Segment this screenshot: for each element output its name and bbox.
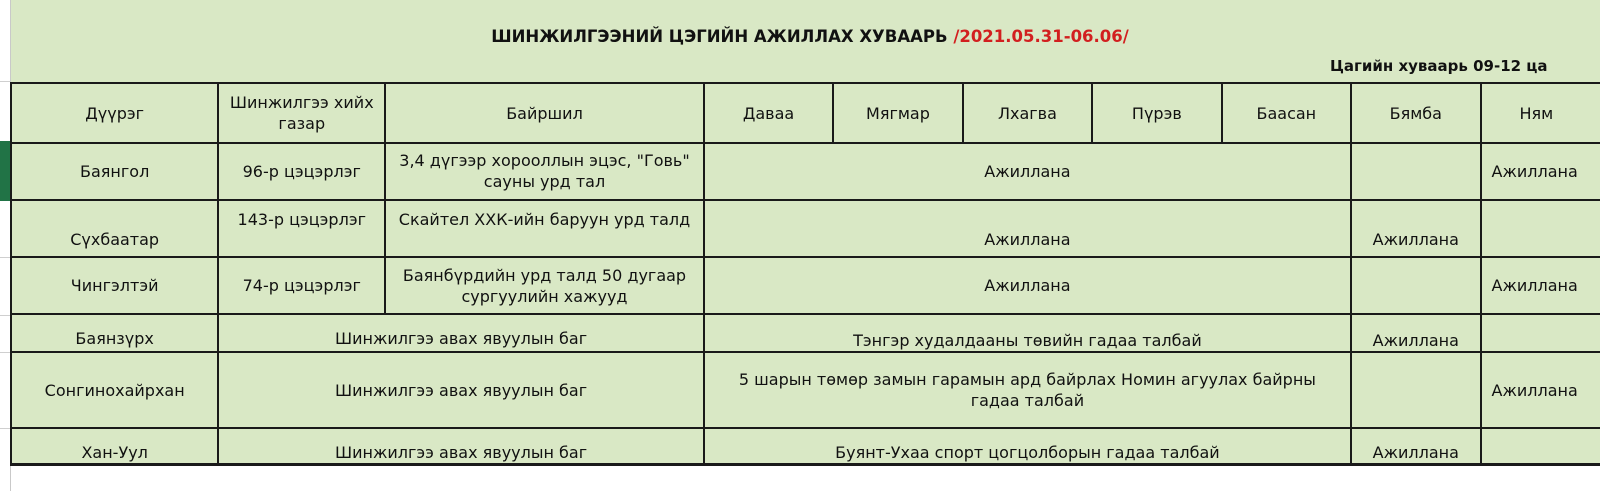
- row-header-line: [0, 428, 10, 429]
- header-row: [11, 83, 1600, 143]
- cell-sun[interactable]: [1481, 428, 1600, 464]
- cell-sun[interactable]: [1481, 200, 1600, 257]
- header-sun[interactable]: Ням: [1481, 83, 1600, 143]
- cell-place[interactable]: 96-р цэцэрлэг: [218, 143, 385, 200]
- cell-team[interactable]: Шинжилгээ авах явуулын баг: [218, 314, 703, 352]
- cell-sat[interactable]: Ажиллана: [1351, 200, 1480, 257]
- row-header-line: [0, 315, 10, 316]
- cell-place-text: 143-р цэцэрлэг: [237, 210, 366, 229]
- cell-location-text: 3,4 дүгээр хорооллын эцэс, "Говь" сауны урд тал: [399, 151, 690, 191]
- header-tue[interactable]: Мягмар: [833, 83, 962, 143]
- header-mon[interactable]: Даваа: [704, 83, 833, 143]
- cell-sun[interactable]: Ажиллана: [1481, 352, 1600, 428]
- table-row: [11, 352, 1600, 428]
- selected-row-indicator[interactable]: [0, 141, 10, 201]
- header-place[interactable]: [218, 83, 385, 143]
- table-row: [11, 200, 1600, 257]
- cell-sat[interactable]: Ажиллана: [1351, 428, 1480, 464]
- cell-location-text: 5 шарын төмөр замын гарамын ард байрлах Номин агуулах байрны гадаа талбай: [738, 370, 1316, 410]
- cell-place[interactable]: [218, 200, 385, 257]
- cell-sat[interactable]: [1351, 257, 1480, 314]
- cell-place[interactable]: 74-р цэцэрлэг: [218, 257, 385, 314]
- cell-team[interactable]: Шинжилгээ авах явуулын баг: [218, 352, 703, 428]
- cell-sun[interactable]: Ажиллана: [1481, 143, 1600, 200]
- cell-district[interactable]: Сонгинохайрхан: [11, 352, 218, 428]
- cell-location[interactable]: Тэнгэр худалдааны төвийн гадаа талбай: [704, 314, 1351, 352]
- cell-location[interactable]: Буянт-Ухаа спорт цогцолборын гадаа талбай: [704, 428, 1351, 464]
- table-row: [11, 257, 1600, 314]
- cell-district[interactable]: Баянгол: [11, 143, 218, 200]
- cell-location[interactable]: [704, 352, 1351, 428]
- cell-sat[interactable]: Ажиллана: [1351, 314, 1480, 352]
- header-thu[interactable]: Пүрэв: [1092, 83, 1221, 143]
- header-district[interactable]: Дүүрэг: [11, 83, 218, 143]
- page-title: [400, 20, 1220, 54]
- cell-team[interactable]: Шинжилгээ авах явуулын баг: [218, 428, 703, 464]
- header-location[interactable]: Байршил: [385, 83, 704, 143]
- cell-district[interactable]: Баянзүрх: [11, 314, 218, 352]
- cell-location-text: Баянбүрдийн урд талд 50 дугаар сургуулийн хажууд: [402, 266, 687, 306]
- cell-sun[interactable]: Ажиллана: [1481, 257, 1600, 314]
- row-header-line: [0, 81, 10, 82]
- title-date: /2021.05.31-06.06/: [953, 27, 1129, 46]
- cell-location[interactable]: [385, 200, 704, 257]
- header-wed[interactable]: Лхагва: [963, 83, 1092, 143]
- table-row: [11, 314, 1600, 352]
- row-header-line: [0, 257, 10, 258]
- header-place-text: Шинжилгээ хийх газар: [229, 93, 374, 133]
- table-row: [11, 143, 1600, 200]
- cell-weekdays[interactable]: Ажиллана: [704, 257, 1351, 314]
- cell-district[interactable]: Сүхбаатар: [11, 200, 218, 257]
- cell-location[interactable]: [385, 257, 704, 314]
- cell-location-text: Скайтел ХХК-ийн баруун урд талд: [398, 210, 691, 229]
- title-text: ШИНЖИЛГЭЭНИЙ ЦЭГИЙН АЖИЛЛАХ ХУВААРЬ: [491, 27, 954, 46]
- cell-location[interactable]: [385, 143, 704, 200]
- cell-district[interactable]: Чингэлтэй: [11, 257, 218, 314]
- cell-sat[interactable]: [1351, 143, 1480, 200]
- header-fri[interactable]: Баасан: [1222, 83, 1351, 143]
- table-row: [11, 428, 1600, 464]
- time-schedule-label: Цагийн хуваарь 09-12 ца: [1330, 57, 1548, 75]
- schedule-table: [10, 82, 1600, 466]
- cell-weekdays[interactable]: Ажиллана: [704, 143, 1351, 200]
- cell-sun[interactable]: [1481, 314, 1600, 352]
- cell-weekdays[interactable]: Ажиллана: [704, 200, 1351, 257]
- row-header-line: [0, 352, 10, 353]
- cell-sat[interactable]: [1351, 352, 1480, 428]
- cell-district[interactable]: Хан-Уул: [11, 428, 218, 464]
- header-sat[interactable]: Бямба: [1351, 83, 1480, 143]
